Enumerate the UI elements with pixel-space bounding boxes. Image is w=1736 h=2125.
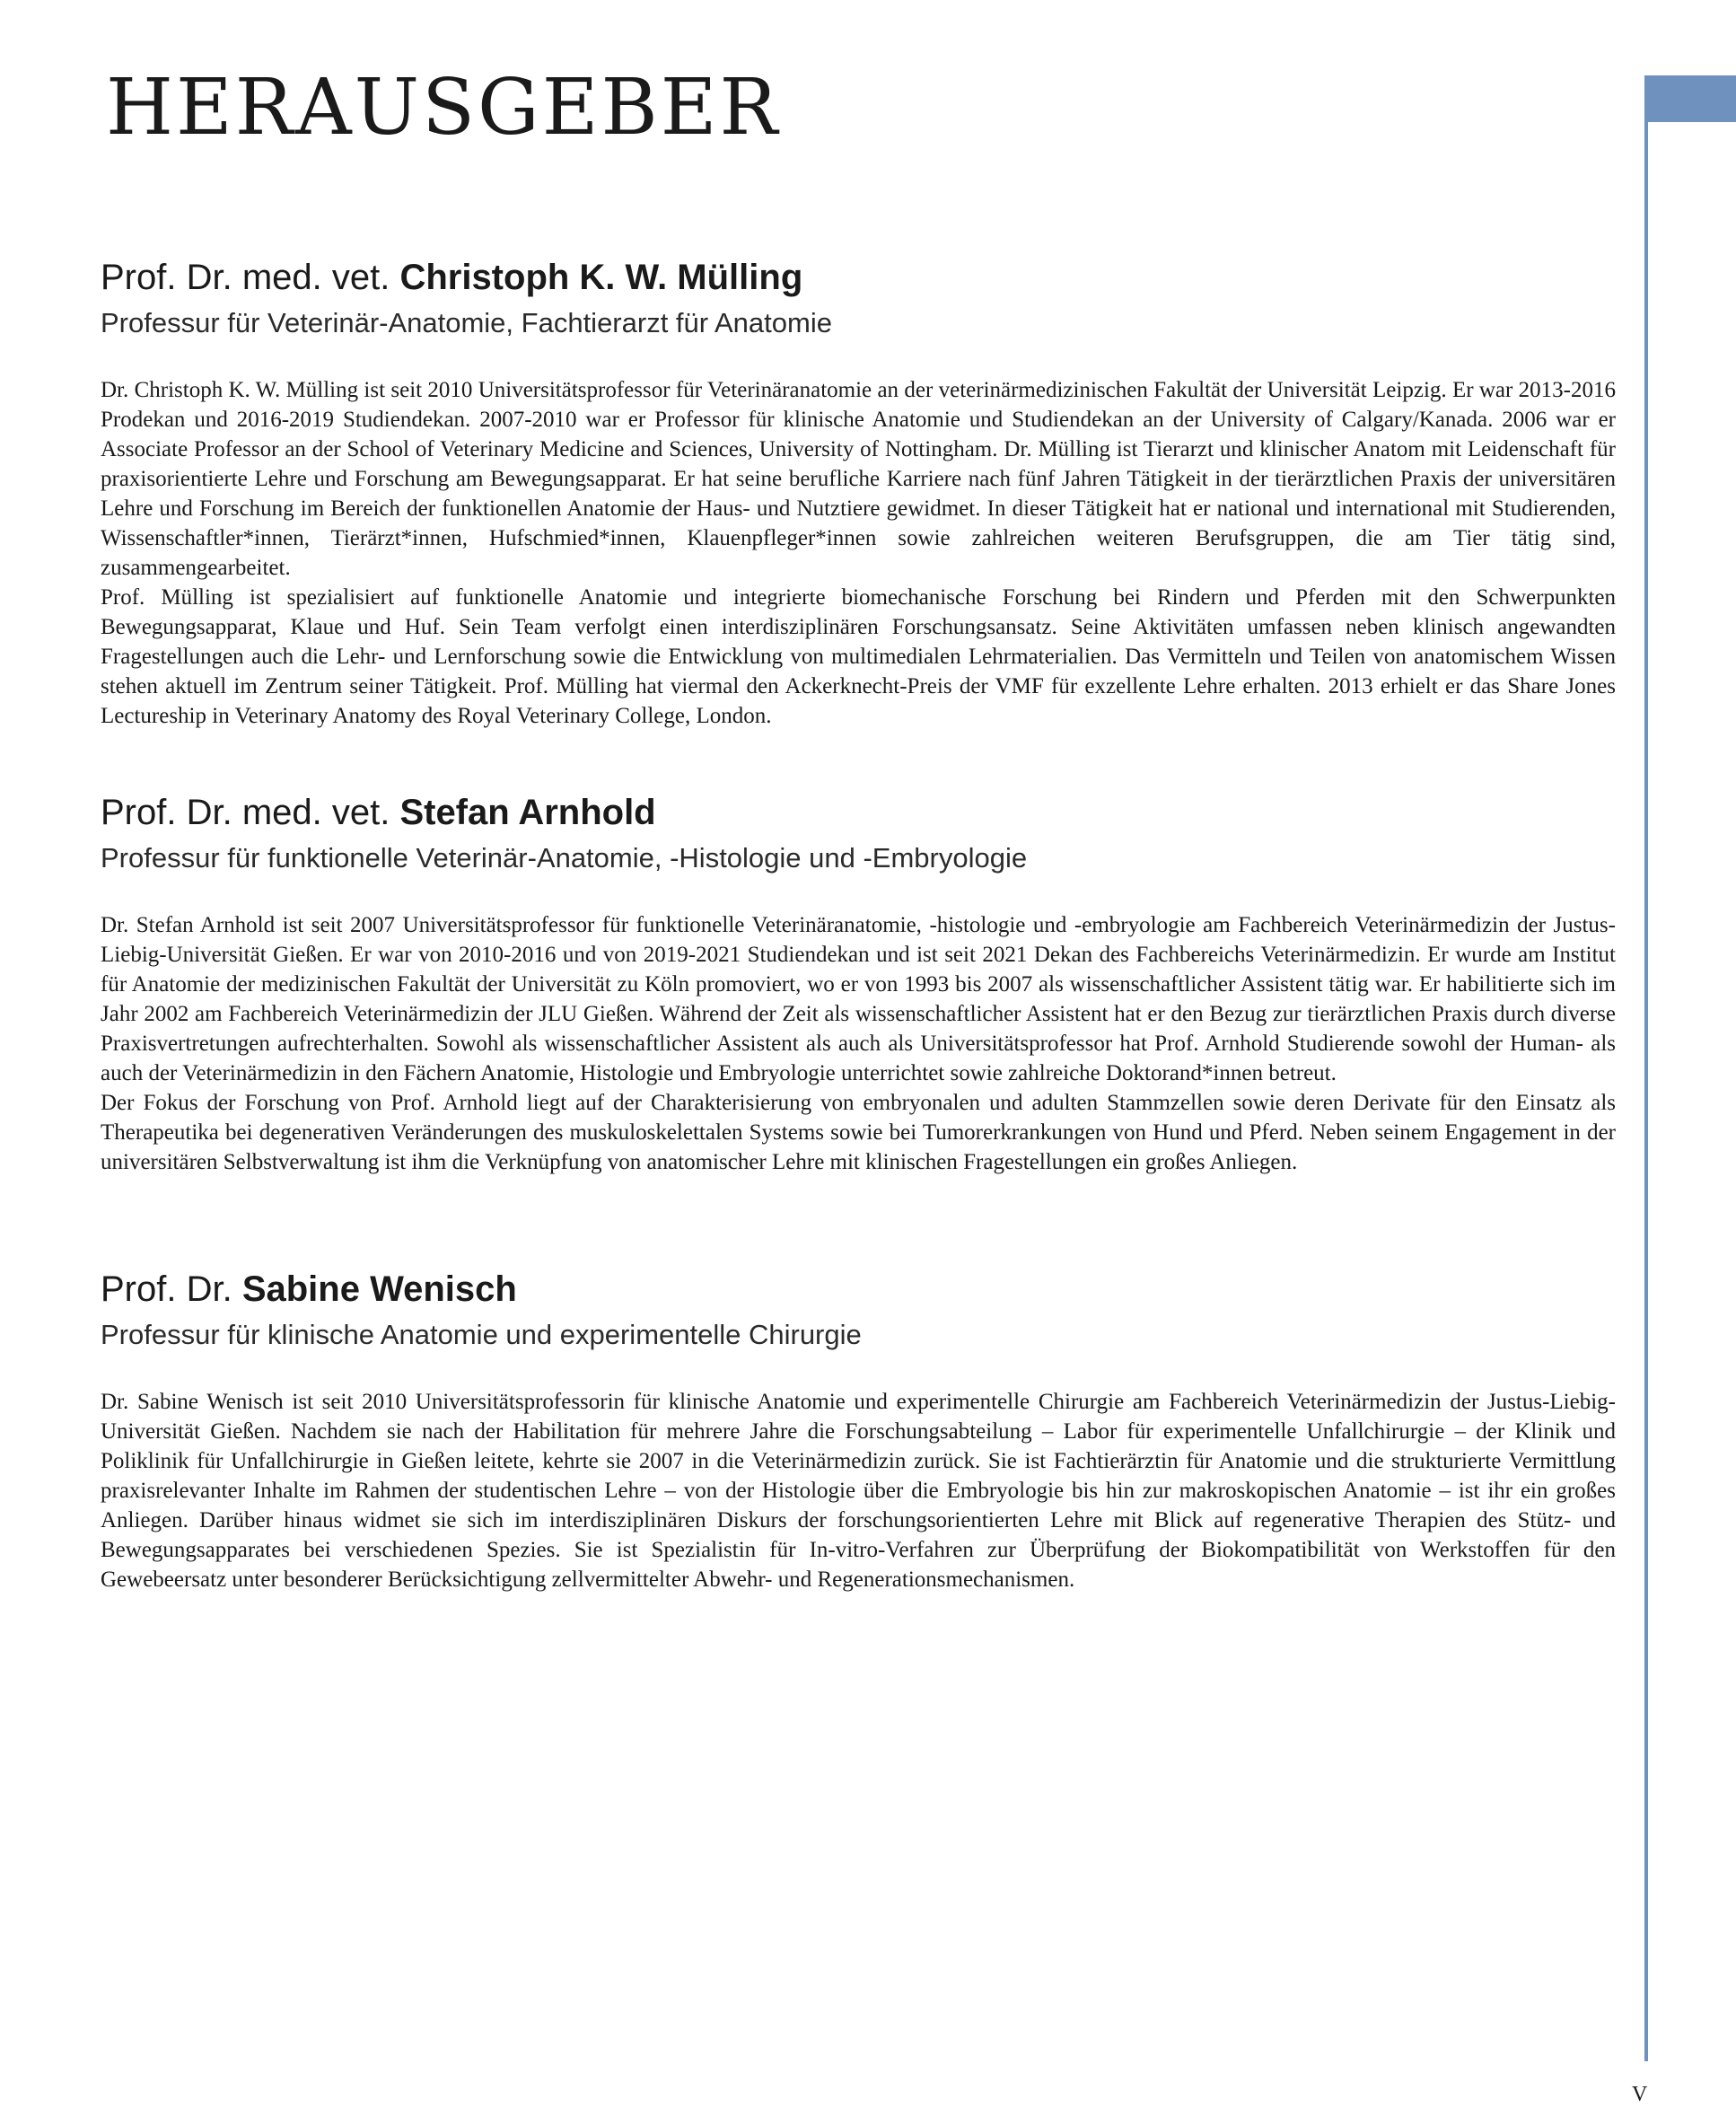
editor-section-wenisch [101,1263,1616,1594]
page-margin-rule [1644,75,1648,2061]
editor-bio [101,910,1616,1177]
editor-name-heading [101,1263,1616,1315]
editor-name: Christoph K. W. Mülling [399,258,803,297]
bio-paragraph: Dr. Stefan Arnhold ist seit 2007 Universitätsprofessor für funktionelle Veterinäranatomie, -histologie und -embryologie am Fachbereich Veterinärmedizin der Justus-Liebig-Universität Gießen. Er war von 2010-2016 und von 2019-2021 Studiendekan und ist seit 2021 Dekan des Fachbereichs Veterinärmedizin. Er wurde am Institut für Anatomie der medizinischen Fakultät der Universität zu Köln promoviert, wo er von 1993 bis 2007 als wissenschaftlicher Assistent tätig war. Er habilitierte sich im Jahr 2002 am Fachbereich Veterinärmedizin der JLU Gießen. Während der Zeit als wissenschaftlicher Assistent hat er den Bezug zur tierärztlichen Praxis durch diverse Praxisvertretungen aufrechterhalten. Sowohl als wissenschaftlicher Assistent als auch als Universitätsprofessor hat Prof. Arnhold Studierende sowohl der Human- als auch der Veterinärmedizin in den Fächern Anatomie, Histologie und Embryologie unterrichtet sowie zahlreiche Doktorand*innen betreut. [101,913,1616,1085]
editor-title-prefix: Prof. Dr. [101,1269,242,1309]
editor-bio [101,1387,1616,1594]
editor-title-prefix: Prof. Dr. med. vet. [101,258,400,297]
bio-paragraph: Prof. Mülling ist spezialisiert auf funktionelle Anatomie und integrierte biomechanische Forschung bei Rindern und Pferden mit den Schwerpunkten Bewegungsapparat, Klaue und Huf. Sein Team verfolgt einen interdisziplinären Forschungsansatz. Seine Aktivitäten umfassen neben klinisch angewandten Fragestellungen auch die Lehr- und Lernforschung sowie die Entwicklung von multimedialen Lehrmaterialien. Das Vermitteln und Teilen von anatomischem Wissen stehen aktuell im Zentrum seiner Tätigkeit. Prof. Mülling hat viermal den Ackerknecht-Preis der VMF für exzellente Lehre erhalten. 2013 erhielt er das Share Jones Lectureship in Veterinary Anatomy des Royal Veterinary College, London. [101,585,1616,728]
editor-title-prefix: Prof. Dr. med. vet. [101,793,400,832]
editor-name-heading [101,251,1616,303]
bio-paragraph: Der Fokus der Forschung von Prof. Arnhold liegt auf der Charakterisierung von embryonalen und adulten Stammzellen sowie deren Derivate für den Einsatz als Therapeutika bei degenerativen Veränderungen des muskuloskelettalen Systems sowie bei Tumorerkrankungen von Hund und Pferd. Neben seinem Engagement in der universitären Selbstverwaltung ist ihm die Verknüpfung von anatomischer Lehre mit klinischen Fragestellungen ein großes Anliegen. [101,1091,1616,1174]
page-title: HERAUSGEBER [106,63,781,153]
bio-paragraph: Dr. Sabine Wenisch ist seit 2010 Universitätsprofessorin für klinische Anatomie und experimentelle Chirurgie am Fachbereich Veterinärmedizin der Justus-Liebig-Universität Gießen. Nachdem sie nach der Habilitation für mehrere Jahre die Forschungsabteilung – Labor für experimentelle Unfallchirurgie – der Klinik und Poliklinik für Unfallchirurgie in Gießen leitete, kehrte sie 2007 in die Veterinärmedizin zurück. Sie ist Fachtierärztin für Anatomie und die strukturierte Vermittlung praxisrelevanter Inhalte im Rahmen der studentischen Lehre – von der Histologie über die Embryologie bis hin zur makroskopischen Anatomie – ist ihr ein großes Anliegen. Darüber hinaus widmet sie sich im interdisziplinären Diskurs der forschungsorientierten Lehre mit Blick auf regenerative Therapien des Stütz- und Bewegungsapparates bei verschiedenen Spezies. Sie ist Spezialistin für In-vitro-Verfahren zur Überprüfung der Biokompatibilität von Werkstoffen für den Gewebeersatz unter besonderer Berücksichtigung zellvermittelter Abwehr- und Regenerationsmechanismen. [101,1390,1616,1592]
page-number: V [1632,2083,1648,2106]
editor-name-heading [101,786,1616,839]
chapter-tab-marker [1644,75,1736,122]
editor-section-muelling [101,251,1616,731]
bio-paragraph: Dr. Christoph K. W. Mülling ist seit 2010 Universitätsprofessor für Veterinäranatomie an der veterinärmedizinischen Fakultät der Universität Leipzig. Er war 2013-2016 Prodekan und 2016-2019 Studiendekan. 2007-2010 war er Professor für klinische Anatomie und Studiendekan an der University of Calgary/Kanada. 2006 war er Associate Professor an der School of Veterinary Medicine and Sciences, University of Nottingham. Dr. Mülling ist Tierarzt und klinischer Anatom mit Leidenschaft für praxisorientierte Lehre und Forschung am Bewegungsapparat. Er hat seine berufliche Karriere nach fünf Jahren Tätigkeit in der tierärztlichen Praxis der universitären Lehre und Forschung im Bereich der funktionellen Anatomie der Haus- und Nutztiere gewidmet. In dieser Tätigkeit hat er national und international mit Studierenden, Wissenschaftler*innen, Tierärzt*innen, Hufschmied*innen, Klauenpfleger*innen sowie zahlreichen weiteren Berufsgruppen, die am Tier tätig sind, zusammengearbeitet. [101,378,1616,580]
editor-role: Professur für klinische Anatomie und experimentelle Chirurgie [101,1319,862,1350]
editor-name: Sabine Wenisch [241,1269,517,1309]
editor-bio [101,375,1616,731]
editor-name: Stefan Arnhold [399,793,656,832]
editor-role: Professur für Veterinär-Anatomie, Fachtierarzt für Anatomie [101,307,832,338]
editor-role: Professur für funktionelle Veterinär-Anatomie, -Histologie und -Embryologie [101,842,1028,874]
editor-section-arnhold [101,786,1616,1177]
